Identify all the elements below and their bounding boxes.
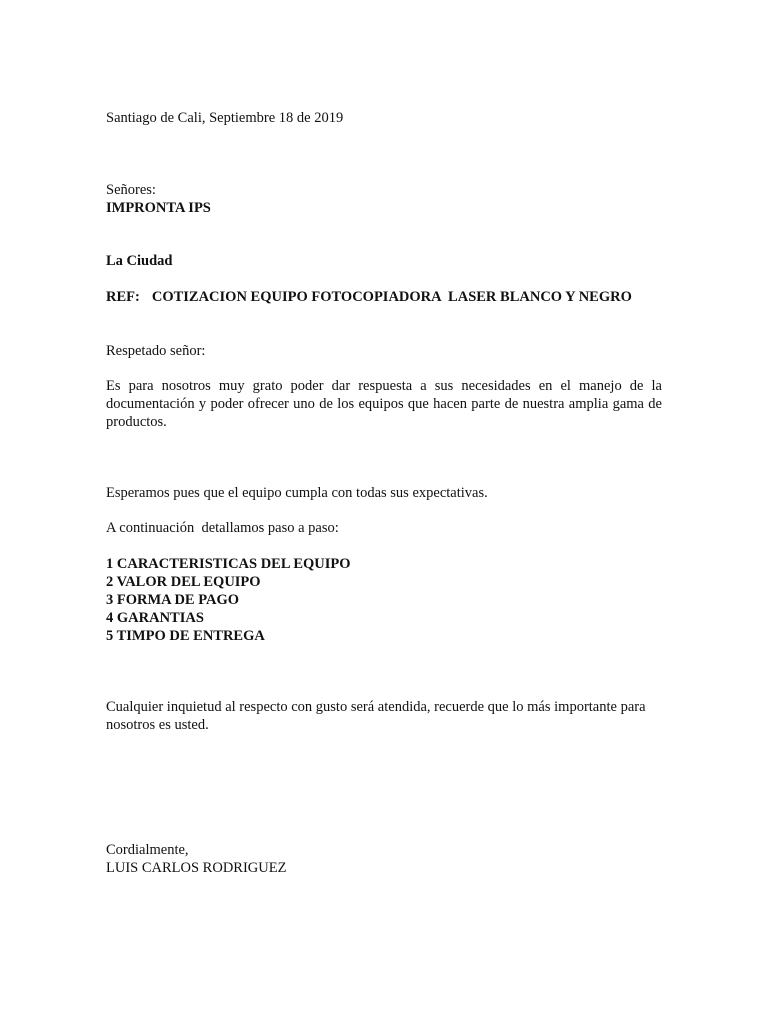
reference-line (106, 288, 632, 306)
reference-label: REF: (106, 289, 140, 305)
reference-text: COTIZACION EQUIPO FOTOCOPIADORA LASER BLANCO Y NEGRO (151, 289, 632, 305)
closing-paragraph: Cualquier inquietud al respecto con gusto será atendida, recuerde que lo más importante para nosotros es usted. (106, 699, 646, 733)
recipient-name: IMPRONTA IPS (106, 200, 211, 216)
recipient-city: La Ciudad (106, 253, 173, 269)
list-item: 4 GARANTIAS (106, 610, 204, 626)
list-item: 1 CARACTERISTICAS DEL EQUIPO (106, 556, 351, 572)
sign-off: Cordialmente, (106, 842, 189, 858)
list-item: 3 FORMA DE PAGO (106, 592, 240, 608)
steps-list (106, 555, 351, 645)
steps-intro: A continuación detallamos paso a paso: (106, 520, 339, 536)
intro-paragraph: Es para nosotros muy grato poder dar respuesta a sus necesidades en el manejo de la documentación y poder ofrecer uno de los equipos que hacen parte de nuestra amplia gama de productos. (106, 378, 662, 430)
date-line: Santiago de Cali, Septiembre 18 de 2019 (106, 110, 344, 126)
list-item: 2 VALOR DEL EQUIPO (106, 574, 261, 590)
greeting: Respetado señor: (106, 343, 206, 359)
list-item: 5 TIMPO DE ENTREGA (106, 628, 265, 644)
expectations-sentence: Esperamos pues que el equipo cumpla con todas sus expectativas. (106, 485, 488, 501)
salutation-to: Señores: (106, 182, 156, 198)
signer-name: LUIS CARLOS RODRIGUEZ (106, 860, 287, 876)
